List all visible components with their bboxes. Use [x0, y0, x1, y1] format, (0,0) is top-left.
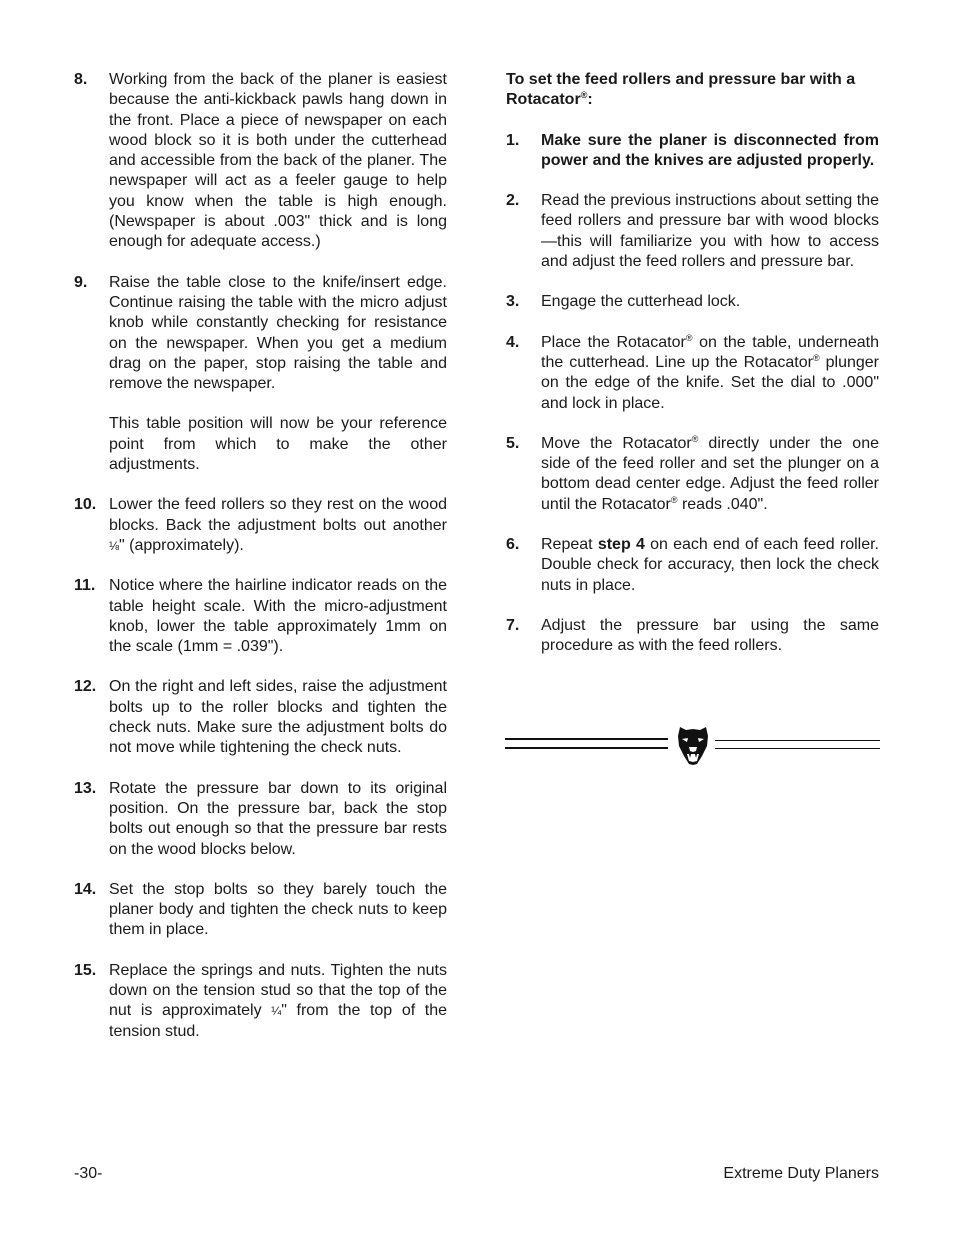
registered-mark: ® — [685, 332, 693, 343]
step-text-part: Place the Rotacator — [541, 333, 686, 351]
divider-line — [715, 740, 880, 741]
step-text-part: directly under the one side of the feed roller and set the plunger on a bottom dead center edge. Adjust the feed roller until the Rotacator — [541, 434, 879, 513]
step-15 — [74, 961, 447, 1042]
step-text-part: Repeat — [541, 536, 598, 554]
step-8 — [74, 70, 447, 253]
step-text: Working from the back of the planer is easiest because the anti-kickback pawls hang down in the front. Place a piece of newspaper on each wood block so it is both under the cutterhead and accessible from the back of the planer. The newspaper will act as a feeler gauge to help you know when the table is high enough. (Newspaper is about .003" thick and is long enough for adequate access.) — [109, 71, 447, 251]
step-text: On the right and left sides, raise the adjustment bolts up to the roller blocks and tighten the check nuts. Make sure the adjustment bolts do not move while tightening the check nuts. — [109, 678, 447, 757]
left-column — [74, 70, 447, 1062]
heading-text: To set the feed rollers and pressure bar with a Rotacator — [506, 71, 856, 109]
step-text-part: Move the Rotacator — [541, 434, 692, 452]
step-number: 6. — [506, 536, 520, 554]
step-text — [541, 535, 879, 596]
step-text — [541, 434, 879, 515]
step-9 — [74, 273, 447, 476]
step-text: Raise the table close to the knife/insert edge. Continue raising the table with the micro adjust knob while constantly checking for resistance on the newspaper. When you get a medium drag on the paper, stop raising the table and remove the newspaper. — [109, 273, 447, 393]
step-number: 12. — [74, 678, 97, 696]
step-text-part: reads .040". — [677, 495, 768, 513]
divider-line — [505, 747, 668, 749]
page-number: -30- — [74, 1165, 103, 1182]
step-text-part: on the table, underneath the cutterhead. Line up the Rotacator — [541, 333, 879, 371]
step-text — [109, 495, 447, 556]
step-3 — [506, 292, 879, 312]
registered-mark: ® — [580, 90, 588, 101]
step-number: 3. — [506, 293, 520, 311]
section-end-divider — [505, 722, 880, 768]
step-10 — [74, 495, 447, 556]
step-text: Engage the cutterhead lock. — [541, 293, 741, 311]
right-column — [506, 70, 879, 677]
divider-line — [715, 748, 880, 749]
step-number: 15. — [74, 961, 97, 979]
step-number: 10. — [74, 496, 97, 514]
step-text-part: " (approximately). — [119, 536, 244, 554]
step-text: Read the previous instructions about setting the feed rollers and pressure bar with wood blocks—this will familiarize you with how to access and adjust the feed rollers and pressure bar. — [541, 192, 879, 271]
step-text-part: on each end of each feed roller. Double check for accuracy, then lock the check nuts in place. — [541, 536, 879, 594]
step-text-part: " from the top of the tension stud. — [109, 1002, 448, 1040]
step-text: Rotate the pressure bar down to its original position. On the pressure bar, back the stop bolts out enough so that the pressure bar rests on the wood blocks below. — [109, 779, 447, 858]
step-11 — [74, 576, 447, 657]
step-14 — [74, 880, 447, 941]
step-5 — [506, 434, 879, 515]
step-text: Adjust the pressure bar using the same procedure as with the feed rollers. — [541, 616, 879, 655]
divider-line — [505, 738, 668, 740]
bear-head-icon — [673, 724, 713, 766]
heading-colon: : — [587, 91, 593, 109]
fraction: ¼ — [271, 1004, 282, 1019]
step-number: 9. — [74, 273, 88, 291]
step-number: 7. — [506, 616, 520, 634]
step-6 — [506, 535, 879, 596]
step-text-part: plunger on the edge of the knife. Set the dial to .000" and lock in place. — [541, 353, 879, 412]
step-1 — [506, 131, 879, 172]
registered-mark: ® — [812, 352, 820, 363]
step-number: 8. — [74, 71, 88, 88]
step-2 — [506, 191, 879, 272]
fraction: ⅛ — [109, 538, 120, 553]
document-title: Extreme Duty Planers — [723, 1165, 879, 1182]
step-number: 1. — [506, 131, 520, 149]
step-text: Set the stop bolts so they barely touch the planer body and tighten the check nuts to keep them in place. — [109, 880, 447, 939]
step-4 — [506, 333, 879, 414]
step-number: 4. — [506, 333, 520, 351]
step-number: 14. — [74, 880, 97, 898]
step-text-part: Replace the springs and nuts. Tighten the nuts down on the tension stud so that the top of the nut is approximately — [109, 961, 447, 1020]
step-text — [541, 333, 879, 414]
step-number: 5. — [506, 434, 520, 452]
registered-mark: ® — [691, 433, 699, 444]
step-text: Make sure the planer is disconnected from power and the knives are adjusted properly. — [541, 131, 879, 169]
step-text-part: Lower the feed rollers so they rest on the wood blocks. Back the adjustment bolts out another — [109, 496, 447, 534]
step-12 — [74, 677, 447, 758]
step-number: 11. — [74, 577, 96, 595]
section-heading — [506, 70, 879, 111]
step-13 — [74, 779, 447, 860]
step-text — [109, 961, 447, 1042]
step-reference: step 4 — [597, 536, 645, 554]
step-text: Notice where the hairline indicator reads on the table height scale. With the micro-adjustment knob, lower the table approximately 1mm on the scale (1mm = .039"). — [109, 577, 447, 656]
step-number: 13. — [74, 779, 97, 797]
step-7 — [506, 616, 879, 657]
registered-mark: ® — [670, 494, 678, 505]
step-note: This table position will now be your reference point from which to make the other adjustments. — [109, 415, 447, 474]
step-number: 2. — [506, 192, 520, 210]
